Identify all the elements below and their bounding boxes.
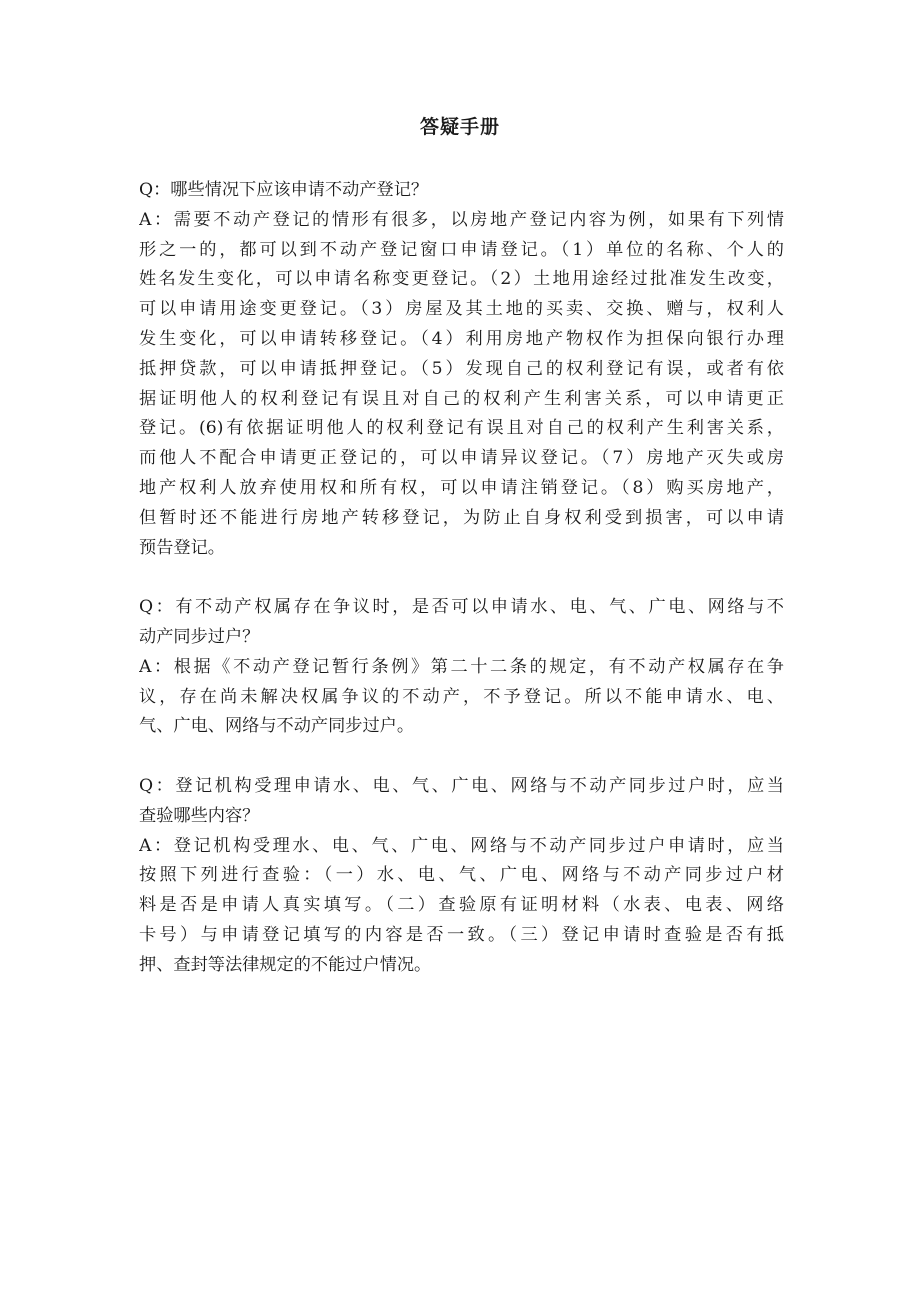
answer-line: 可以申请用途变更登记。（3）房屋及其土地的买卖、交换、赠与，权利人 bbox=[139, 299, 784, 320]
answer-line: 议，存在尚未解决权属争议的不动产，不予登记。所以不能申请水、电、 bbox=[139, 686, 784, 707]
answer-line: A：根据《不动产登记暂行条例》第二十二条的规定，有不动产权属存在争 bbox=[139, 656, 784, 677]
answer-line: 料是否是申请人真实填写。（二）查验原有证明材料（水表、电表、网络 bbox=[139, 895, 784, 916]
answer-line: 气、广电、网络与不动产同步过户。 bbox=[139, 716, 415, 737]
answer-line: 抵押贷款，可以申请抵押登记。（5）发现自己的权利登记有误，或者有依 bbox=[139, 358, 784, 379]
question-text bbox=[139, 593, 784, 653]
answer-line: 姓名发生变化，可以申请名称变更登记。（2）土地用途经过批准发生改变， bbox=[139, 269, 784, 290]
answer-text bbox=[139, 206, 784, 564]
answer-line: 卡号）与申请登记填写的内容是否一致。（三）登记申请时查验是否有抵 bbox=[139, 924, 784, 945]
answer-line: 预告登记。 bbox=[139, 537, 225, 558]
answer-line: 发生变化，可以申请转移登记。（4）利用房地产物权作为担保向银行办理 bbox=[139, 328, 784, 349]
question-text bbox=[139, 772, 784, 832]
question-line: 查验哪些内容？ bbox=[139, 805, 260, 826]
answer-line: 登记。(6)有依据证明他人的权利登记有误且对自己的权利产生利害关系， bbox=[139, 418, 784, 439]
answer-line: 押、查封等法律规定的不能过户情况。 bbox=[139, 954, 432, 975]
answer-text bbox=[139, 653, 784, 742]
question-line: Q：哪些情况下应该申请不动产登记？ bbox=[139, 180, 429, 200]
qa-item-2 bbox=[139, 593, 784, 742]
document-title: 答疑手册 bbox=[419, 116, 500, 138]
answer-text bbox=[139, 832, 784, 981]
answer-line: 而他人不配合申请更正登记的，可以申请异议登记。（7）房地产灭失或房 bbox=[139, 448, 784, 469]
answer-line: 但暂时还不能进行房地产转移登记，为防止自身权利受到损害，可以申请 bbox=[139, 507, 784, 528]
question-line: 动产同步过户？ bbox=[139, 626, 260, 647]
answer-line: 形之一的，都可以到不动产登记窗口申请登记。（1）单位的名称、个人的 bbox=[139, 239, 784, 260]
qa-item-1 bbox=[139, 176, 784, 563]
answer-line: A：登记机构受理水、电、气、广电、网络与不动产同步过户申请时，应当 bbox=[139, 835, 784, 856]
answer-line: 地产权利人放弃使用权和所有权，可以申请注销登记。（8）购买房地产， bbox=[139, 477, 784, 498]
qa-item-3 bbox=[139, 772, 784, 981]
question-line: Q：登记机构受理申请水、电、气、广电、网络与不动产同步过户时，应当 bbox=[139, 775, 784, 796]
answer-line: A：需要不动产登记的情形有很多，以房地产登记内容为例，如果有下列情 bbox=[139, 209, 784, 230]
qa-content bbox=[139, 176, 784, 981]
answer-line: 按照下列进行查验：（一）水、电、气、广电、网络与不动产同步过户材 bbox=[139, 865, 784, 886]
question-text bbox=[139, 176, 784, 206]
question-line: Q：有不动产权属存在争议时，是否可以申请水、电、气、广电、网络与不 bbox=[139, 597, 784, 618]
answer-line: 据证明他人的权利登记有误且对自己的权利产生利害关系，可以申请更正 bbox=[139, 388, 784, 409]
